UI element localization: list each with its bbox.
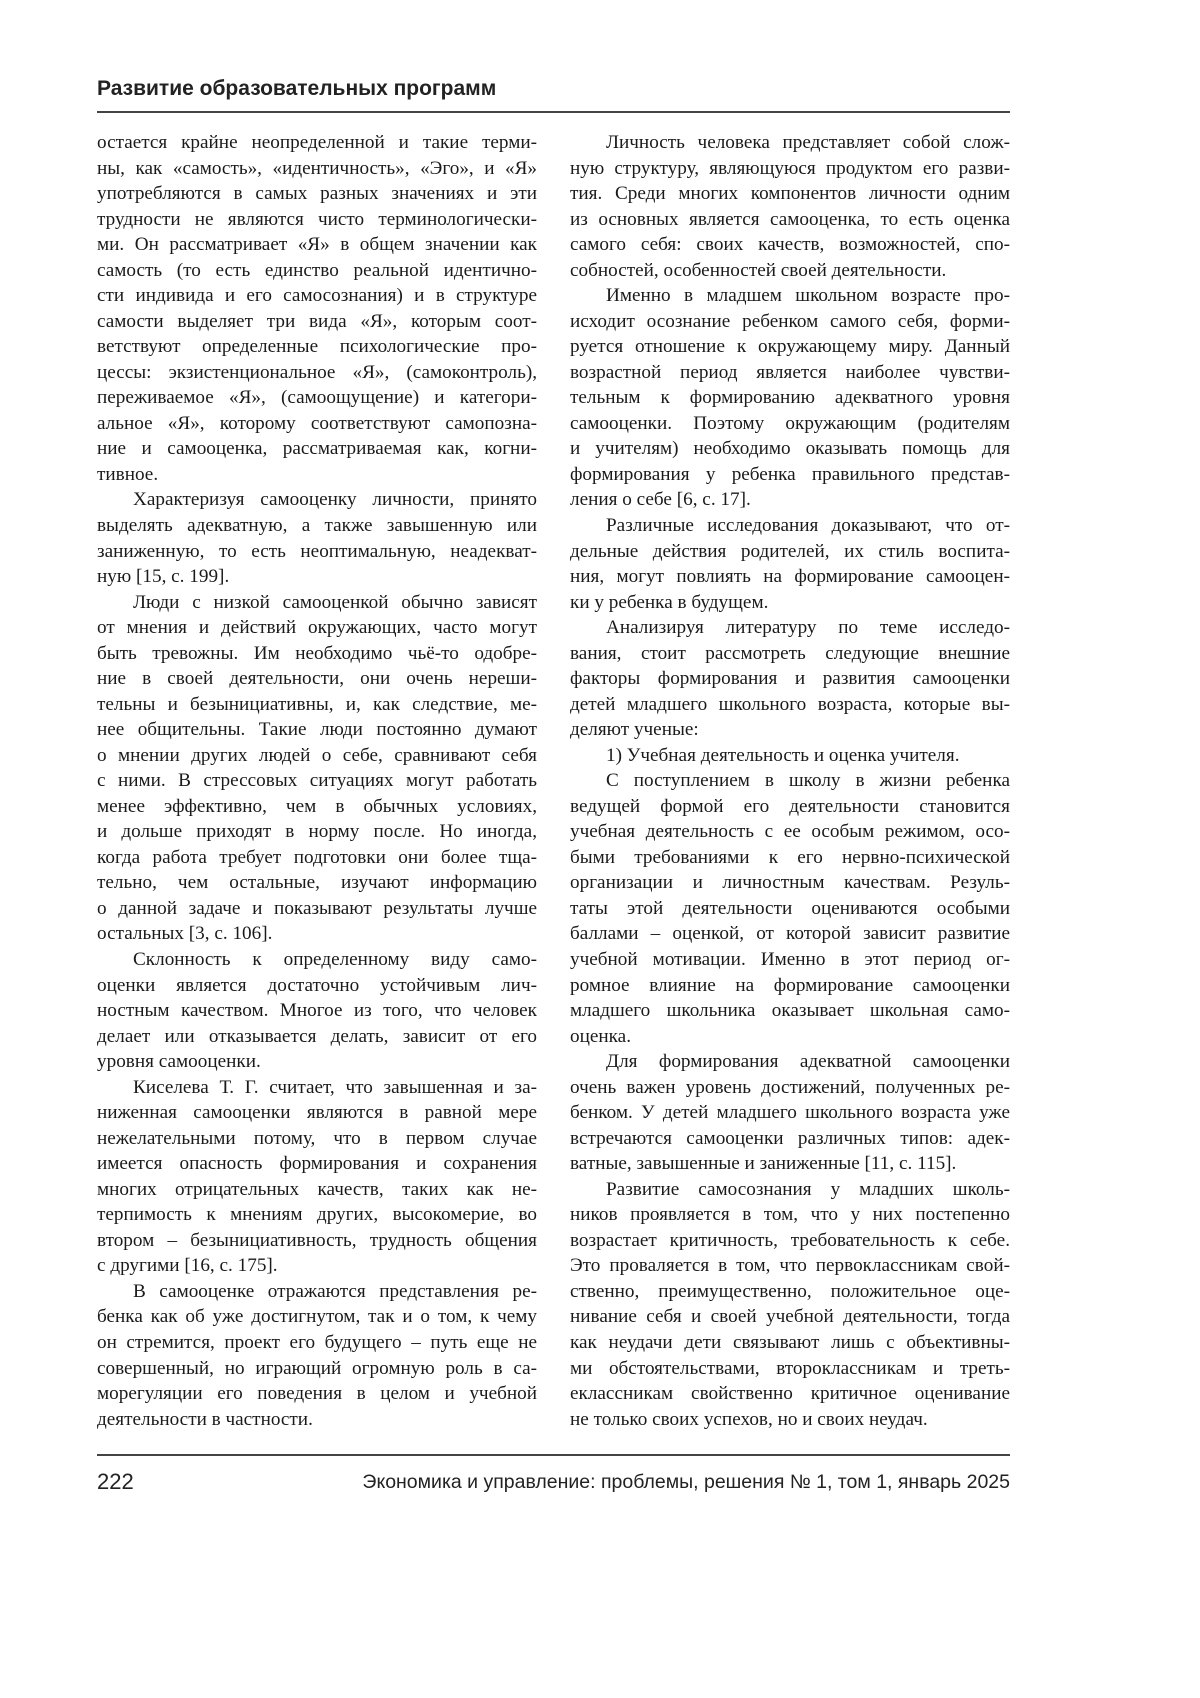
text-line: как неудачи дети связывают лишь с объективны- — [570, 1330, 1010, 1356]
text-line: баллами – оценкой, от которой зависит развитие — [570, 921, 1010, 947]
text-line: терпимость к мнениям других, высокомерие, во — [97, 1202, 537, 1228]
text-line: не только своих успехов, но и своих неудач. — [570, 1407, 1010, 1433]
text-line: очень важен уровень достижений, полученных ре- — [570, 1075, 1010, 1101]
text-line: нивание себя и своей учебной деятельности, тогда — [570, 1304, 1010, 1330]
paragraph — [570, 513, 1010, 615]
text-line: альное «Я», которому соответствуют самопозна- — [97, 411, 537, 437]
paragraph — [570, 615, 1010, 743]
text-line: многих отрицательных качеств, таких как не- — [97, 1177, 537, 1203]
paragraph — [97, 590, 537, 947]
paragraph — [97, 130, 537, 487]
text-line: с другими [16, с. 175]. — [97, 1253, 537, 1279]
text-line: ведущей формой его деятельности становится — [570, 794, 1010, 820]
text-line: бенка как об уже достигнутом, так и о том, к чему — [97, 1304, 537, 1330]
text-line: он стремится, проект его будущего – путь еще не — [97, 1330, 537, 1356]
text-line: организации и личностным качествам. Резуль- — [570, 870, 1010, 896]
text-line: из основных является самооценка, то есть оценка — [570, 207, 1010, 233]
text-line: когда работа требует подготовки они более тща- — [97, 845, 537, 871]
text-line: оценки является достаточно устойчивым лич- — [97, 973, 537, 999]
text-line: дельные действия родителей, их стиль воспита- — [570, 539, 1010, 565]
text-line: учебной мотивации. Именно в этот период ог- — [570, 947, 1010, 973]
text-line: тельно, чем остальные, изучают информацию — [97, 870, 537, 896]
text-line: морегуляции его поведения в целом и учебной — [97, 1381, 537, 1407]
text-line: возрастной период является наиболее чувстви- — [570, 360, 1010, 386]
text-line: С поступлением в школу в жизни ребенка — [570, 768, 1010, 794]
journal-citation: Экономика и управление: проблемы, решения № 1, том 1, январь 2025 — [362, 1471, 1010, 1494]
text-line: Это проваляется в том, что первоклассникам свой- — [570, 1253, 1010, 1279]
text-line: 1) Учебная деятельность и оценка учителя. — [570, 743, 1010, 769]
text-line: собностей, особенностей своей деятельности. — [570, 258, 1010, 284]
text-line: самого себя: своих качеств, возможностей, спо- — [570, 232, 1010, 258]
text-line: быми требованиями к его нервно-психической — [570, 845, 1010, 871]
text-line: В самооценке отражаются представления ре- — [97, 1279, 537, 1305]
text-line: ностным качеством. Многое из того, что человек — [97, 998, 537, 1024]
text-line: переживаемое «Я», (самоощущение) и категори- — [97, 385, 537, 411]
text-line: деятельности в частности. — [97, 1407, 537, 1433]
text-line: сти индивида и его самосознания) и в структуре — [97, 283, 537, 309]
text-line: ромное влияние на формирование самооценки — [570, 973, 1010, 999]
text-line: встречаются самооценки различных типов: адек- — [570, 1126, 1010, 1152]
paragraph — [570, 1177, 1010, 1432]
text-line: Для формирования адекватной самооценки — [570, 1049, 1010, 1075]
text-line: младшего школьника оказывает школьная само- — [570, 998, 1010, 1024]
text-line: и учителям) необходимо оказывать помощь для — [570, 436, 1010, 462]
text-line: Характеризуя самооценку личности, принято — [97, 487, 537, 513]
paragraph — [570, 768, 1010, 1049]
header-divider — [97, 111, 1010, 113]
text-line: от мнения и действий окружающих, часто могут — [97, 615, 537, 641]
text-line: тия. Среди многих компонентов личности одним — [570, 181, 1010, 207]
text-line: таты этой деятельности оцениваются особыми — [570, 896, 1010, 922]
text-line: самость (то есть единство реальной идентично- — [97, 258, 537, 284]
text-line: заниженную, то есть неоптимальную, неадекват- — [97, 539, 537, 565]
text-line: о данной задаче и показывают результаты лучше — [97, 896, 537, 922]
text-line: факторы формирования и развития самооценки — [570, 666, 1010, 692]
text-line: совершенный, но играющий огромную роль в са- — [97, 1356, 537, 1382]
text-line: ми обстоятельствами, второклассникам и треть- — [570, 1356, 1010, 1382]
text-line: с ними. В стрессовых ситуациях могут работать — [97, 768, 537, 794]
text-line: Различные исследования доказывают, что от- — [570, 513, 1010, 539]
text-line: остается крайне неопределенной и такие терми- — [97, 130, 537, 156]
text-line: вания, стоит рассмотреть следующие внешние — [570, 641, 1010, 667]
text-line: нее общительны. Такие люди постоянно думают — [97, 717, 537, 743]
text-line: нежелательными потому, что в первом случае — [97, 1126, 537, 1152]
text-line: употребляются в самых разных значениях и эти — [97, 181, 537, 207]
text-line: тивное. — [97, 462, 537, 488]
text-line: менее эффективно, чем в обычных условиях, — [97, 794, 537, 820]
text-line: Именно в младшем школьном возрасте про- — [570, 283, 1010, 309]
text-line: и дольше приходят в норму после. Но иногда, — [97, 819, 537, 845]
running-header-title: Развитие образовательных программ — [97, 77, 496, 101]
text-line: исходит осознание ребенком самого себя, форми- — [570, 309, 1010, 335]
text-line: имеется опасность формирования и сохранения — [97, 1151, 537, 1177]
text-line: ми. Он рассматривает «Я» в общем значении как — [97, 232, 537, 258]
paragraph — [97, 1279, 537, 1432]
paragraph — [97, 487, 537, 589]
paragraph — [570, 283, 1010, 513]
text-line: Анализируя литературу по теме исследо- — [570, 615, 1010, 641]
text-line: ки у ребенка в будущем. — [570, 590, 1010, 616]
text-column-right — [570, 130, 1010, 1432]
text-line: делает или отказывается делать, зависит от его — [97, 1024, 537, 1050]
text-line: ления о себе [6, с. 17]. — [570, 487, 1010, 513]
footer-divider — [97, 1454, 1010, 1456]
text-line: ную структуру, являющуюся продуктом его разви- — [570, 156, 1010, 182]
paragraph — [97, 1075, 537, 1279]
text-line: ние в своей деятельности, они очень нереши- — [97, 666, 537, 692]
text-line: уровня самооценки. — [97, 1049, 537, 1075]
text-line: цессы: экзистенциональное «Я», (самоконтроль), — [97, 360, 537, 386]
paragraph — [570, 1049, 1010, 1177]
text-line: ны, как «самость», «идентичность», «Эго», и «Я» — [97, 156, 537, 182]
text-line: формирования у ребенка правильного представ- — [570, 462, 1010, 488]
text-line: учебная деятельность с ее особым режимом, осо- — [570, 819, 1010, 845]
text-line: быть тревожны. Им необходимо чьё-то одобре- — [97, 641, 537, 667]
text-line: ния, могут повлиять на формирование самооцен- — [570, 564, 1010, 590]
text-line: руется отношение к окружающему миру. Данный — [570, 334, 1010, 360]
page-number: 222 — [97, 1469, 134, 1495]
text-line: остальных [3, с. 106]. — [97, 921, 537, 947]
text-line: Развитие самосознания у младших школь- — [570, 1177, 1010, 1203]
text-line: еклассникам свойственно критичное оценивание — [570, 1381, 1010, 1407]
text-column-left — [97, 130, 537, 1432]
text-line: самости выделяет три вида «Я», которым соот- — [97, 309, 537, 335]
text-line: ватные, завышенные и заниженные [11, с. 115]. — [570, 1151, 1010, 1177]
text-line: ние и самооценка, рассматриваемая как, когни- — [97, 436, 537, 462]
text-line: оценка. — [570, 1024, 1010, 1050]
text-line: возрастает критичность, требовательность к себе. — [570, 1228, 1010, 1254]
text-line: ниженная самооценки являются в равной мере — [97, 1100, 537, 1126]
text-line: ветствуют определенные психологические про- — [97, 334, 537, 360]
text-line: Киселева Т. Г. считает, что завышенная и за- — [97, 1075, 537, 1101]
paragraph — [570, 130, 1010, 283]
text-line: ную [15, с. 199]. — [97, 564, 537, 590]
paragraph — [97, 947, 537, 1075]
text-line: тельным к формированию адекватного уровня — [570, 385, 1010, 411]
text-line: ственно, преимущественно, положительное оце- — [570, 1279, 1010, 1305]
text-line: деляют ученые: — [570, 717, 1010, 743]
text-line: о мнении других людей о себе, сравнивают себя — [97, 743, 537, 769]
text-line: Личность человека представляет собой слож- — [570, 130, 1010, 156]
text-line: выделять адекватную, а также завышенную или — [97, 513, 537, 539]
text-line: Склонность к определенному виду само- — [97, 947, 537, 973]
paragraph — [570, 743, 1010, 769]
text-line: детей младшего школьного возраста, которые вы- — [570, 692, 1010, 718]
text-line: трудности не являются чисто терминологически- — [97, 207, 537, 233]
text-line: втором – безынициативность, трудность общения — [97, 1228, 537, 1254]
text-line: бенком. У детей младшего школьного возраста уже — [570, 1100, 1010, 1126]
text-line: тельны и безынициативны, и, как следствие, ме- — [97, 692, 537, 718]
text-line: Люди с низкой самооценкой обычно зависят — [97, 590, 537, 616]
text-line: самооценки. Поэтому окружающим (родителям — [570, 411, 1010, 437]
text-line: ников проявляется в том, что у них постепенно — [570, 1202, 1010, 1228]
